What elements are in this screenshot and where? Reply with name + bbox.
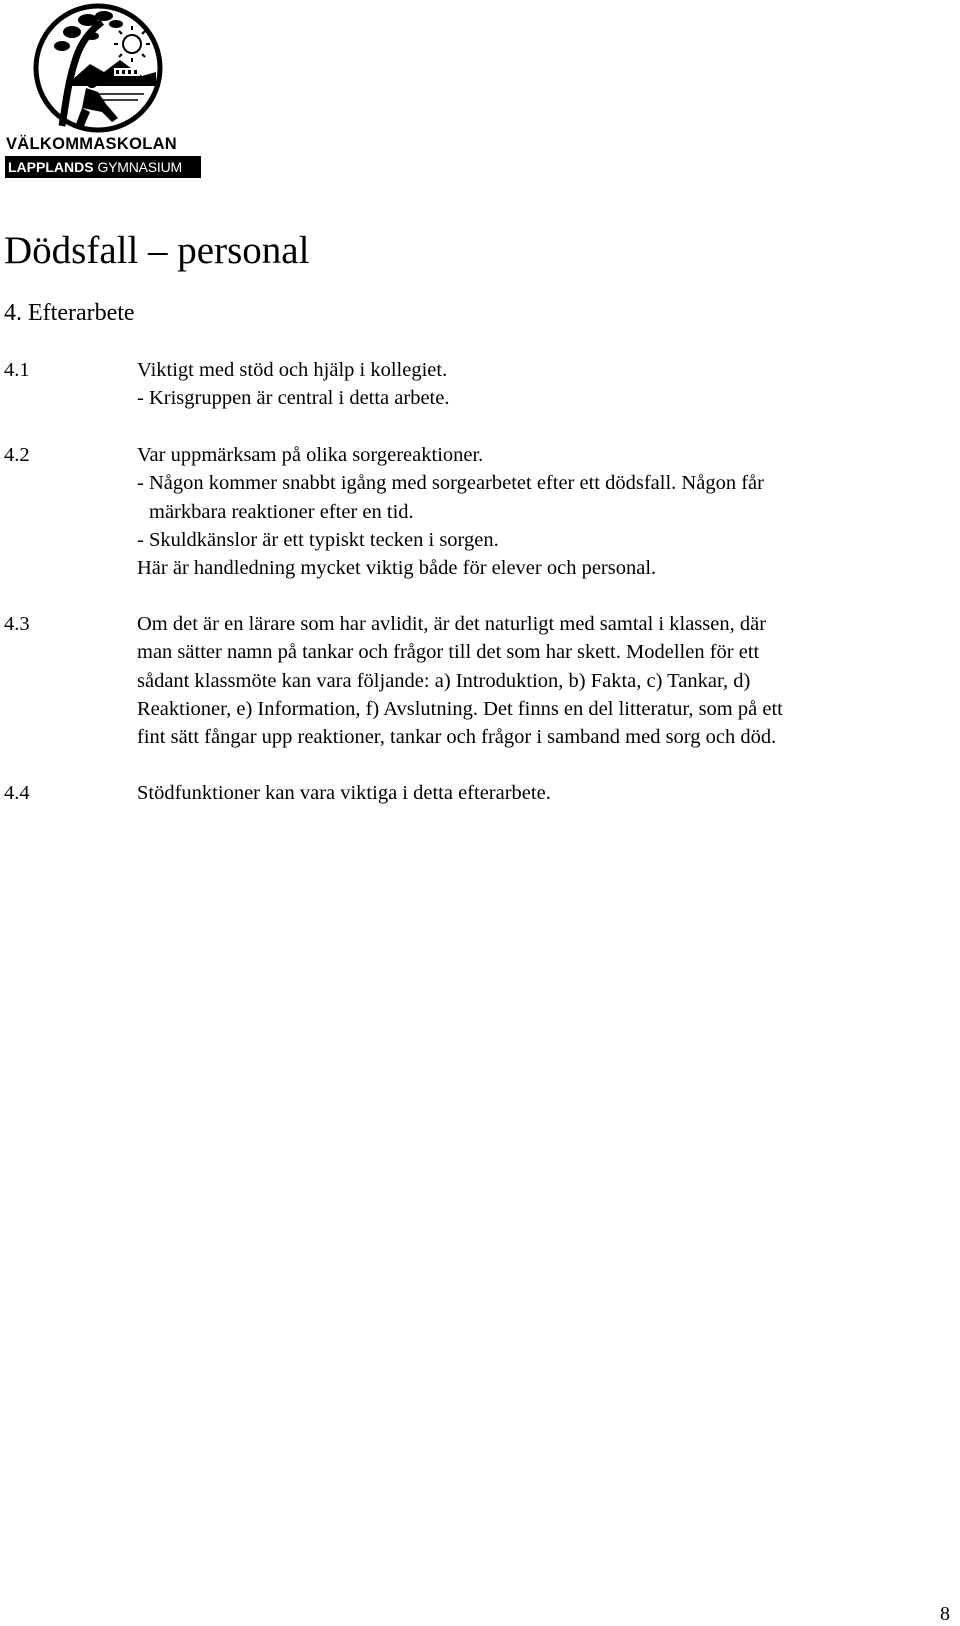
item-body: [137, 610, 937, 751]
school-emblem-icon: [32, 2, 164, 134]
item-body: [137, 441, 937, 582]
school-name: VÄLKOMMASKOLAN: [6, 135, 178, 153]
banner-thin-text: GYMNASIUM: [97, 159, 182, 175]
item-line: - Någon kommer snabbt igång med sorgearbetet efter ett dödsfall. Någon får: [137, 472, 764, 495]
item-line: Här är handledning mycket viktig både för elever och personal.: [137, 557, 657, 580]
item-number: 4.2: [4, 444, 30, 466]
item-line: Stödfunktioner kan vara viktiga i detta efterarbete.: [137, 782, 551, 804]
school-logo: [2, 2, 198, 180]
item-line: märkbara reaktioner efter en tid.: [149, 500, 414, 523]
item-line: Om det är en lärare som har avlidit, är det naturligt med samtal i klassen, där: [137, 613, 767, 635]
item-line: man sätter namn på tankar och frågor till det som har skett. Modellen för ett: [137, 641, 760, 664]
banner-bold-text: LAPPLANDS: [8, 159, 94, 175]
item-line: - Krisgruppen är central i detta arbete.: [137, 387, 450, 410]
item-line: Var uppmärksam på olika sorgereaktioner.: [137, 444, 484, 466]
section-heading: 4. Efterarbete: [4, 300, 135, 326]
item-line: - Skuldkänslor är ett typiskt tecken i sorgen.: [137, 528, 499, 551]
item-number: 4.1: [4, 359, 30, 381]
item-number: 4.4: [4, 782, 30, 804]
item-body: [137, 779, 937, 807]
item-line: sådant klassmöte kan vara följande: a) Introduktion, b) Fakta, c) Tankar, d): [137, 669, 751, 692]
page-number: 8: [940, 1603, 950, 1625]
item-line: Viktigt med stöd och hjälp i kollegiet.: [137, 359, 448, 381]
item-line: fint sätt fångar upp reaktioner, tankar och frågor i samband med sorg och död.: [137, 726, 777, 749]
item-body: [137, 356, 937, 413]
school-banner: [5, 156, 201, 178]
item-number: 4.3: [4, 613, 30, 635]
page-title: Dödsfall – personal: [4, 229, 310, 272]
item-line: Reaktioner, e) Information, f) Avslutning. Det finns en del litteratur, som på ett: [137, 697, 783, 720]
